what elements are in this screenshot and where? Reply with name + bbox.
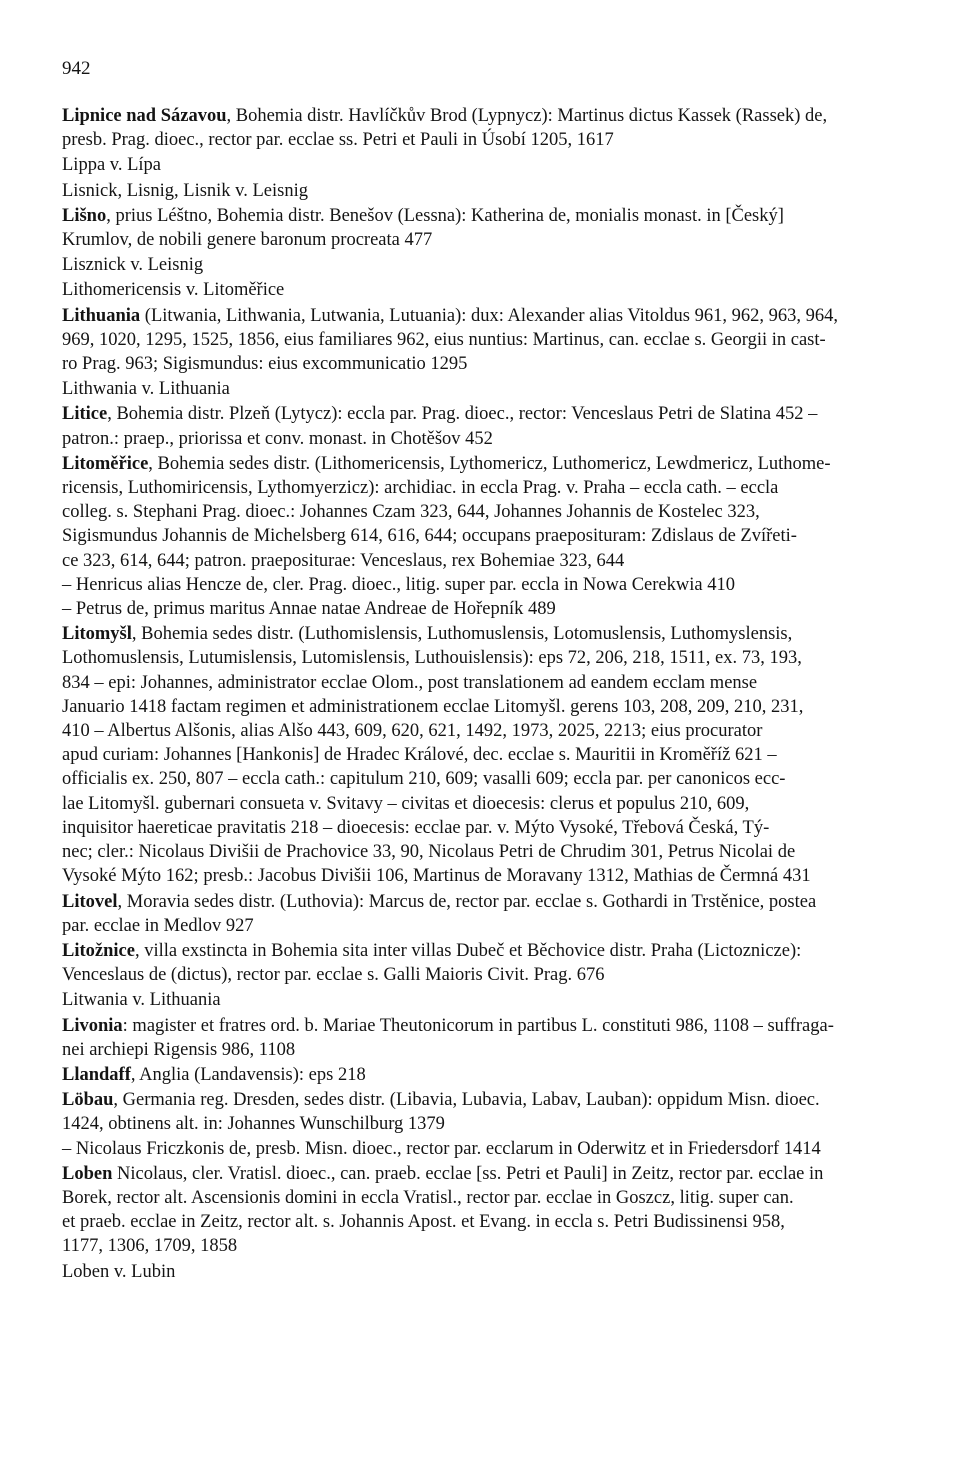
- entry-text: Lithwania v. Lithuania: [62, 379, 230, 400]
- entry-text: apud curiam: Johannes [Hankonis] de Hradec Králové, dec. ecclae s. Mauritii in Kroměříž 621 –: [62, 745, 777, 766]
- entry-text: , prius Léštno, Bohemia distr. Benešov (Lessna): Katherina de, monialis monast. in [Český]: [106, 205, 784, 226]
- entry-line: [62, 1112, 900, 1136]
- entry-text: par. ecclae in Medlov 927: [62, 915, 254, 936]
- entry-text: Litwania v. Lithuania: [62, 990, 221, 1011]
- entry-line: [62, 695, 900, 719]
- entry-headword: Löbau: [62, 1090, 114, 1111]
- entry-text: nec; cler.: Nicolaus Divišii de Prachovice 33, 90, Nicolaus Petri de Chrudim 301, Petrus Nicolai de: [62, 842, 796, 863]
- index-entry: [62, 1088, 900, 1161]
- index-entry: [62, 452, 900, 621]
- entry-text: patron.: praep., priorissa et conv. monast. in Chotěšov 452: [62, 428, 493, 449]
- entry-headword: Lipnice nad Sázavou: [62, 106, 227, 126]
- entry-line: [62, 719, 900, 743]
- index-entry: [62, 402, 900, 450]
- entry-line: [62, 963, 900, 987]
- entry-headword: Litožnice: [62, 940, 135, 961]
- entry-text: et praeb. ecclae in Zeitz, rector alt. s. Johannis Apost. et Evang. in eccla s. Petri Budissinensi 958,: [62, 1212, 785, 1233]
- index-entry: [62, 104, 900, 152]
- entry-line: [62, 914, 900, 938]
- entry-line: [62, 622, 900, 646]
- entry-text: presb. Prag. dioec., rector par. ecclae ss. Petri et Pauli in Úsobí 1205, 1617: [62, 130, 614, 151]
- index-entry: [62, 622, 900, 888]
- entry-text: , villa exstincta in Bohemia sita inter villas Dubeč et Běchovice distr. Praha (Lictoznicze):: [134, 940, 802, 961]
- entry-line: [62, 1260, 900, 1284]
- entry-headword: Litoměřice: [62, 453, 149, 474]
- index-entry: [62, 988, 900, 1012]
- entry-headword: Livonia: [62, 1015, 123, 1036]
- entry-text: 1177, 1306, 1709, 1858: [62, 1236, 238, 1257]
- entry-line: [62, 352, 900, 376]
- entry-text: : magister et fratres ord. b. Mariae Theutonicorum in partibus L. constituti 986, 1108 – suffraga-: [122, 1015, 834, 1036]
- index-entries: [62, 104, 900, 1284]
- entry-headword: Llandaff: [62, 1064, 131, 1085]
- entry-line: [62, 524, 900, 548]
- entry-text: Lippa v. Lípa: [62, 155, 161, 176]
- entry-line: [62, 816, 900, 840]
- entry-text: Lisznick v. Leisnig: [62, 255, 204, 276]
- entry-text: Vysoké Mýto 162; presb.: Jacobus Divišii 106, Martinus de Moravany 1312, Mathias de Čermná 431: [62, 866, 811, 887]
- entry-line: [62, 427, 900, 451]
- entry-line: [62, 500, 900, 524]
- entry-text: , Bohemia distr. Havlíčkův Brod (Lypnycz): Martinus dictus Kassek (Rassek) de,: [226, 106, 828, 126]
- index-entry: [62, 278, 900, 302]
- entry-line: [62, 1137, 900, 1161]
- entry-headword: Loben: [62, 1163, 113, 1184]
- entry-text: Borek, rector alt. Ascensionis domini in eccla Vratisl., rector par. ecclae in Goszcz, litig. super can.: [62, 1187, 794, 1208]
- entry-line: [62, 1038, 900, 1062]
- entry-text: 1424, obtinens alt. in: Johannes Wunschilburg 1379: [62, 1114, 445, 1135]
- entry-headword: Litovel: [62, 891, 118, 912]
- entry-line: [62, 1162, 900, 1186]
- index-entry: [62, 1063, 900, 1087]
- entry-line: [62, 767, 900, 791]
- index-entry: [62, 153, 900, 177]
- entry-text: Loben v. Lubin: [62, 1261, 176, 1282]
- entry-line: [62, 988, 900, 1012]
- entry-line: [62, 671, 900, 695]
- entry-text: inquisitor haereticae pravitatis 218 – dioecesis: ecclae par. v. Mýto Vysoké, Třebová Česká, Tý-: [62, 817, 770, 838]
- entry-text: , Bohemia sedes distr. (Luthomislensis, Luthomuslensis, Lotomuslensis, Luthomyslensis,: [131, 624, 793, 645]
- index-entry: [62, 1260, 900, 1284]
- entry-text: Januario 1418 factam regimen et administrationem ecclae Litomyšl. gerens 103, 208, 209, 210, 231,: [62, 696, 804, 717]
- entry-text: 969, 1020, 1295, 1525, 1856, eius familiares 962, eius nuntius: Martinus, can. ecclae s. Georgii in cast-: [62, 329, 826, 350]
- entry-text: Venceslaus de (dictus), rector par. ecclae s. Galli Maioris Civit. Prag. 676: [62, 965, 605, 986]
- entry-text: Krumlov, de nobili genere baronum procreata 477: [62, 230, 433, 251]
- index-entry: [62, 939, 900, 987]
- entry-headword: Litice: [62, 404, 108, 425]
- entry-line: [62, 1014, 900, 1038]
- entry-text: Lothomuslensis, Lutumislensis, Lutomislensis, Luthouislensis): eps 72, 206, 218, 1511, ex. 73, 193,: [62, 648, 802, 669]
- entry-line: [62, 179, 900, 203]
- entry-text: Nicolaus, cler. Vratisl. dioec., can. praeb. ecclae [ss. Petri et Pauli] in Zeitz, rector par. ecclae in: [112, 1163, 824, 1184]
- entry-text: – Nicolaus Friczkonis de, presb. Misn. dioec., rector par. ecclarum in Oderwitz et in Friedersdorf 1414: [62, 1138, 821, 1159]
- entry-line: [62, 204, 900, 228]
- entry-line: [62, 1186, 900, 1210]
- entry-text: Sigismundus Johannis de Michelsberg 614, 616, 644; occupans praeposituram: Zdislaus de Zvířeti-: [62, 526, 797, 547]
- entry-line: [62, 597, 900, 621]
- entry-line: [62, 840, 900, 864]
- entry-line: [62, 1088, 900, 1112]
- index-entry: [62, 1014, 900, 1062]
- index-entry: [62, 377, 900, 401]
- entry-line: [62, 549, 900, 573]
- entry-text: , Moravia sedes distr. (Luthovia): Marcus de, rector par. ecclae s. Gothardi in Trstěnice, postea: [117, 891, 817, 912]
- index-entry: [62, 1162, 900, 1259]
- entry-line: [62, 328, 900, 352]
- entry-line: [62, 1234, 900, 1258]
- entry-text: – Petrus de, primus maritus Annae natae Andreae de Hořepník 489: [62, 599, 556, 620]
- entry-line: [62, 278, 900, 302]
- entry-headword: Litomyšl: [62, 624, 132, 645]
- entry-line: [62, 402, 900, 426]
- index-entry: [62, 204, 900, 252]
- entry-text: ro Prag. 963; Sigismundus: eius excommunicatio 1295: [62, 354, 468, 375]
- entry-line: [62, 377, 900, 401]
- entry-line: [62, 939, 900, 963]
- entry-line: [62, 743, 900, 767]
- entry-text: 410 – Albertus Alšonis, alias Alšo 443, 609, 620, 621, 1492, 1973, 2025, 2213; eius procurator: [62, 721, 763, 742]
- entry-line: [62, 890, 900, 914]
- entry-text: 834 – epi: Johannes, administrator ecclae Olom., post translationem ad eandem ecclam mense: [62, 672, 758, 693]
- page-number: 942: [62, 58, 91, 79]
- entry-text: nei archiepi Rigensis 986, 1108: [62, 1039, 296, 1060]
- entry-headword: Lišno: [62, 205, 107, 226]
- entry-text: officialis ex. 250, 807 – eccla cath.: capitulum 210, 609; vasalli 609; eccla par. per canonicos ecc-: [62, 769, 786, 790]
- entry-line: [62, 1063, 900, 1087]
- entry-line: [62, 304, 900, 328]
- entry-text: Lithomericensis v. Litoměřice: [62, 280, 285, 301]
- entry-text: – Henricus alias Hencze de, cler. Prag. dioec., litig. super par. eccla in Nowa Cerekwia 410: [62, 574, 735, 595]
- entry-line: [62, 128, 900, 152]
- index-entry: [62, 253, 900, 277]
- entry-line: [62, 646, 900, 670]
- entry-text: ce 323, 614, 644; patron. praepositurae: Venceslaus, rex Bohemiae 323, 644: [62, 550, 625, 571]
- index-entry: [62, 304, 900, 377]
- entry-text: lae Litomyšl. gubernari consueta v. Svitavy – civitas et dioecesis: clerus et populus 210, 609,: [62, 793, 750, 814]
- entry-text: colleg. s. Stephani Prag. dioec.: Johannes Czam 323, 644, Johannes Johannis de Kostelec 323,: [62, 502, 760, 523]
- index-entry: [62, 890, 900, 938]
- entry-line: [62, 228, 900, 252]
- index-entry: [62, 179, 900, 203]
- entry-line: [62, 104, 900, 128]
- entry-line: [62, 573, 900, 597]
- entry-text: , Germania reg. Dresden, sedes distr. (Libavia, Lubavia, Labav, Lauban): oppidum Misn. dioec.: [113, 1090, 820, 1111]
- entry-text: , Bohemia distr. Plzeň (Lytycz): eccla par. Prag. dioec., rector: Venceslaus Petri de Slatina 452 –: [107, 404, 818, 425]
- entry-line: [62, 864, 900, 888]
- entry-headword: Lithuania: [62, 305, 141, 326]
- entry-line: [62, 476, 900, 500]
- entry-line: [62, 452, 900, 476]
- entry-text: Lisnick, Lisnig, Lisnik v. Leisnig: [62, 180, 308, 201]
- entry-line: [62, 792, 900, 816]
- entry-text: ricensis, Luthomiricensis, Lythomyerzicz): archidiac. in eccla Prag. v. Praha – eccla cath. – eccla: [62, 478, 779, 499]
- entry-text: (Litwania, Lithwania, Lutwania, Lutuania): dux: Alexander alias Vitoldus 961, 962, 963, 964,: [140, 305, 838, 326]
- entry-text: , Anglia (Landavensis): eps 218: [130, 1064, 366, 1085]
- entry-line: [62, 1210, 900, 1234]
- entry-line: [62, 253, 900, 277]
- entry-text: , Bohemia sedes distr. (Lithomericensis, Lythomericz, Luthomericz, Lewdmericz, Luthome-: [148, 453, 831, 474]
- entry-line: [62, 153, 900, 177]
